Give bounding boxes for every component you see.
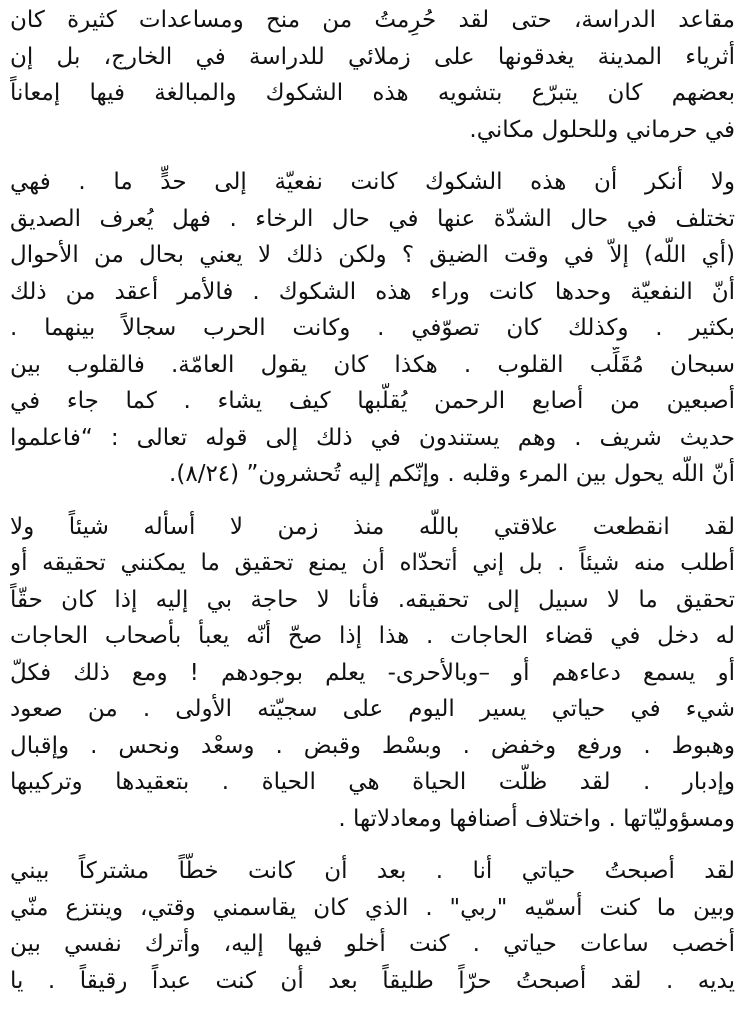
text-line: (أي اللّه) إلاّ في وقت الضيق ؟ ولكن ذلك لا يعني بحال من الأحوال <box>10 242 735 268</box>
paragraph-gap <box>10 837 735 853</box>
text-line: شيء في حياتي يسير اليوم على سجيّته الأولى . من صعود <box>10 696 735 722</box>
text-line: وبين ما كنت أسمّيه "ربي" . الذي كان يقاسمني وقتي، وينتزع منّي <box>10 894 735 921</box>
text-line: لقد انقطعت علاقتي باللّه منذ زمن لا أسأله شيئاً ولا <box>10 513 735 540</box>
paragraph-gap <box>10 148 735 164</box>
text-line: أو يسمع دعاءهم أو –وبالأحرى- يعلم بوجودهم ! ومع ذلك فكلّ <box>10 659 735 686</box>
paragraph-gap <box>10 493 735 509</box>
text-line: يديه . لقد أصبحتُ حرّاً طليقاً بعد أن كنت عبداً رقيقاً . يا <box>10 967 735 994</box>
text-line: أنّ النفعيّة وحدها كانت وراء هذه الشكوك . فالأمر أعقد من ذلك <box>10 278 735 305</box>
paragraph-3 <box>10 509 735 838</box>
text-line: مقاعد الدراسة، حتى لقد حُرِمتُ من منح ومساعدات كثيرة كان <box>10 7 735 33</box>
text-line: أثرياء المدينة يغدقونها على زملائي للدراسة في الخارج، بل إن <box>10 43 735 70</box>
paragraph-1 <box>10 2 735 148</box>
text-line: وهبوط . ورفع وخفض . وبسْط وقبض . وسعْد ونحس . وإقبال <box>10 732 735 759</box>
text-line: في حرماني وللحلول مكاني. <box>469 116 735 143</box>
text-line: تحقيق ما لا سبيل إلى تحقيقه. فأنا لا حاجة بي إليه إذا كان حقّاً <box>10 586 735 613</box>
text-line: أطلب منه شيئاً . بل إني أتحدّاه أن يمنع تحقيق ما يمكنني تحقيقه أو <box>10 550 735 576</box>
text-line: ولا أنكر أن هذه الشكوك كانت نفعيّة إلى حدٍّ ما . فهي <box>10 169 735 195</box>
text-line: بكثير . وكذلك كان تصوّفي . وكانت الحرب سجالاً بينهما . <box>10 315 735 341</box>
text-line: له دخل في قضاء الحاجات . هذا إذا صحّ أنّه يعبأ بأصحاب الحاجات <box>10 623 735 649</box>
text-line: بعضهم كان يتبرّع بتشويه هذه الشكوك والمبالغة فيها إمعاناً <box>10 80 735 106</box>
text-line: أصبعين من أصابع الرحمن يُقلّبها كيف يشاء . كما جاء في <box>10 388 735 414</box>
text-line: ومسؤوليّاتها . واختلاف أصنافها ومعادلاتها . <box>338 805 735 832</box>
text-line: أنّ اللّه يحول بين المرء وقلبه . وإنّكم إليه تُحشرون” (٨/٢٤). <box>169 461 735 487</box>
text-line: وإدبار . لقد ظلّت الحياة هي الحياة . بتعقيدها وتركيبها <box>10 769 735 795</box>
text-line: تختلف في حال الشدّة عنها في حال الرخاء . فهل يُعرف الصديق <box>10 205 735 232</box>
text-line: حديث شريف . وهم يستندون في ذلك إلى قوله تعالى : “فاعلموا <box>10 424 735 451</box>
paragraph-4 <box>10 853 735 999</box>
text-line: لقد أصبحتُ حياتي أنا . بعد أن كانت خطّاً مشتركاً بيني <box>10 858 735 884</box>
paragraph-2 <box>10 164 735 493</box>
text-line: سبحان مُقَلِّب القلوب . هكذا كان يقول العامّة. فالقلوب بين <box>10 351 735 378</box>
text-line: أخصب ساعات حياتي . كنت أخلو فيها إليه، وأترك نفسي بين <box>10 931 735 957</box>
